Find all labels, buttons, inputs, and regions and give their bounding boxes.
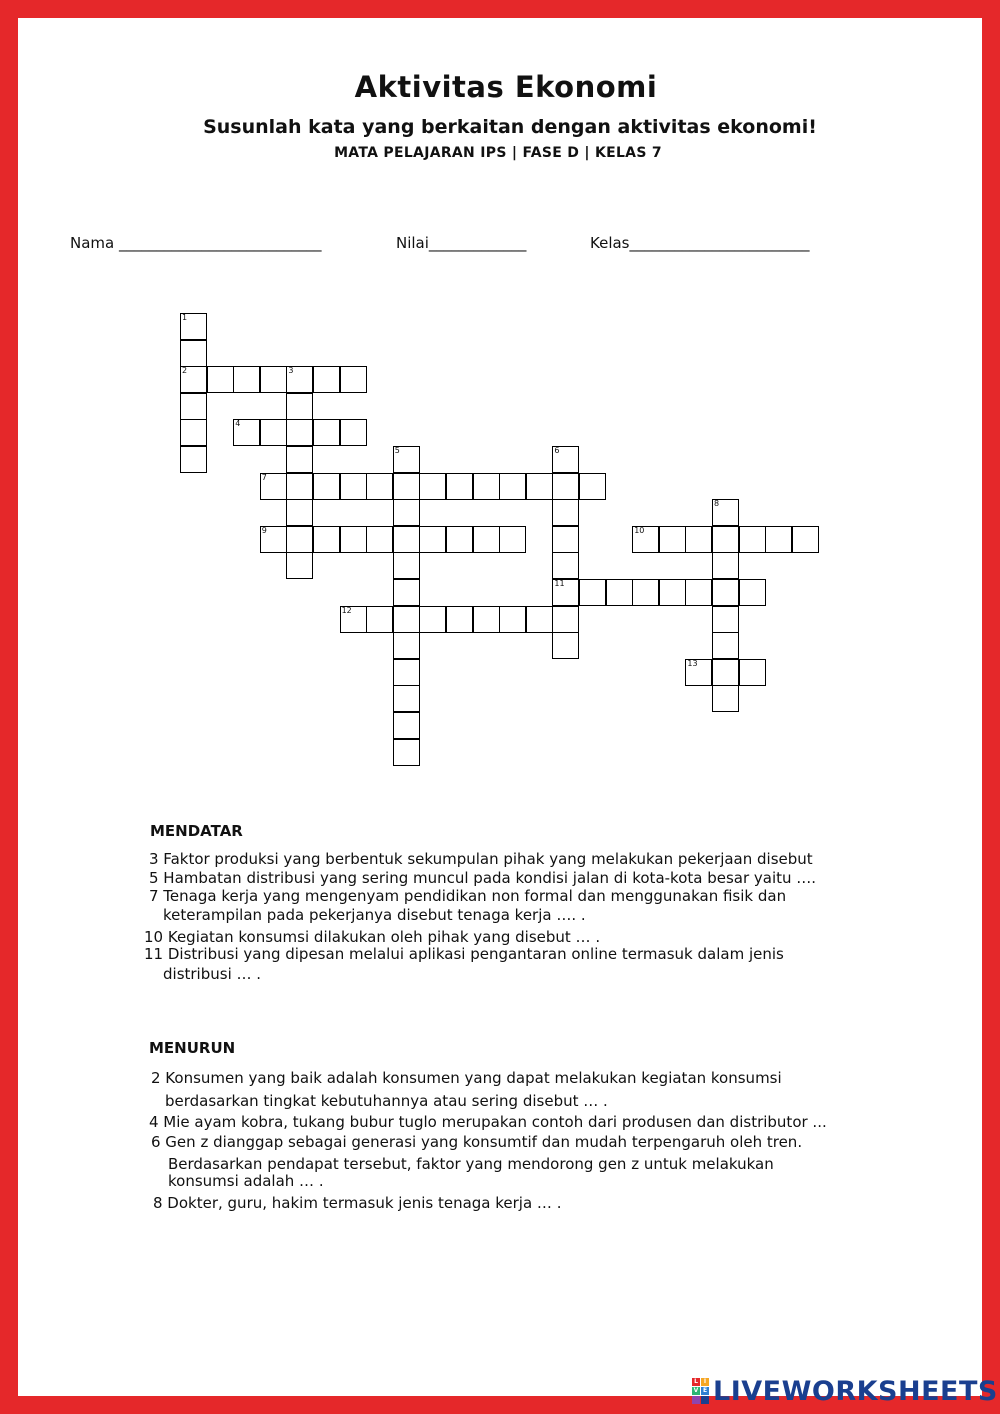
crossword-cell[interactable]	[180, 446, 207, 473]
menurun-heading: MENURUN	[149, 1039, 236, 1057]
page-title: Aktivitas Ekonomi	[354, 70, 658, 104]
crossword-cell[interactable]	[340, 473, 367, 500]
crossword-cell[interactable]	[499, 473, 526, 500]
clue-number: 4	[235, 419, 241, 429]
clue-number: 6	[554, 446, 560, 455]
class-field[interactable]: Kelas________________________	[590, 234, 810, 252]
crossword-cell[interactable]	[712, 685, 739, 712]
crossword-cell[interactable]	[712, 659, 739, 686]
crossword-cell[interactable]	[286, 393, 313, 420]
crossword-cell[interactable]	[446, 473, 473, 500]
logo-mark-e: E	[702, 1387, 708, 1394]
brand-name: LIVEWORKSHEETS	[713, 1375, 998, 1407]
crossword-cell[interactable]	[552, 499, 579, 526]
crossword-cell[interactable]	[260, 419, 287, 446]
clue-down: 2 Konsumen yang baik adalah konsumen yang dapat melakukan kegiatan konsumsi	[151, 1069, 782, 1087]
crossword-cell[interactable]	[579, 579, 606, 606]
crossword-cell[interactable]	[712, 526, 739, 553]
crossword-cell[interactable]	[340, 606, 367, 633]
logo-mark-i: I	[701, 1378, 709, 1386]
clue-number: 5	[394, 446, 400, 455]
clue-number: 11	[554, 579, 565, 588]
crossword-cell[interactable]	[260, 366, 287, 393]
clue-number: 2	[182, 366, 188, 376]
clue-across: 7 Tenaga kerja yang mengenyam pendidikan non formal dan menggunakan fisik dan	[149, 887, 787, 905]
crossword-cell[interactable]	[712, 499, 739, 526]
crossword-cell[interactable]	[712, 552, 739, 579]
crossword-cell[interactable]	[526, 473, 553, 500]
crossword-cell[interactable]	[180, 419, 207, 446]
clue-across: 10 Kegiatan konsumsi dilakukan oleh pihak yang disebut … .	[144, 928, 601, 946]
crossword-cell[interactable]	[393, 685, 420, 712]
crossword-cell[interactable]	[659, 526, 686, 553]
logo-mark-v: V	[693, 1387, 699, 1394]
subject-line: MATA PELAJARAN IPS | FASE D | KELAS 7	[334, 145, 662, 161]
crossword-cell[interactable]	[446, 526, 473, 553]
crossword-cell[interactable]	[180, 393, 207, 420]
crossword-cell[interactable]	[393, 473, 420, 500]
clue-number: 3	[288, 366, 294, 376]
crossword-cell[interactable]	[526, 606, 553, 633]
crossword-cell[interactable]	[313, 419, 340, 446]
clue-number: 7	[261, 472, 267, 482]
clue-down: 6 Gen z dianggap sebagai generasi yang konsumtif dan mudah terpengaruh oleh tren.	[151, 1133, 803, 1151]
crossword-cell[interactable]	[712, 606, 739, 633]
clue-number: 12	[341, 605, 352, 615]
crossword-cell[interactable]	[366, 473, 393, 500]
crossword-cell[interactable]	[473, 526, 500, 553]
score-field[interactable]: Nilai_____________	[396, 234, 527, 252]
crossword-cell[interactable]	[552, 526, 579, 553]
crossword-cell[interactable]	[233, 419, 260, 446]
logo-mark-dot	[692, 1396, 700, 1404]
crossword-cell[interactable]	[313, 526, 340, 553]
crossword-cell[interactable]	[579, 473, 606, 500]
crossword-cell[interactable]	[739, 659, 766, 686]
page-subtitle: Susunlah kata yang berkaitan dengan aktivitas ekonomi!	[203, 116, 817, 138]
crossword-cell[interactable]	[393, 446, 420, 473]
crossword-cell[interactable]	[792, 526, 819, 553]
logo-mark-icon	[692, 1378, 709, 1404]
crossword-cell[interactable]	[552, 606, 579, 633]
crossword-cell[interactable]	[286, 499, 313, 526]
crossword-cell[interactable]	[552, 446, 579, 473]
clue-across: keterampilan pada pekerjanya disebut tenaga kerja …. .	[163, 906, 586, 924]
crossword-cell[interactable]	[286, 552, 313, 579]
clue-number: 8	[714, 499, 720, 509]
crossword-cell[interactable]	[207, 366, 234, 393]
crossword-cell[interactable]	[393, 606, 420, 633]
crossword-cell[interactable]	[739, 579, 766, 606]
crossword-cell[interactable]	[260, 473, 287, 500]
crossword-cell[interactable]	[499, 606, 526, 633]
crossword-cell[interactable]	[552, 579, 579, 606]
logo-mark-l: L	[692, 1378, 700, 1386]
clue-down: 8 Dokter, guru, hakim termasuk jenis tenaga kerja … .	[153, 1194, 562, 1212]
crossword-cell[interactable]	[286, 446, 313, 473]
crossword-cell[interactable]	[419, 473, 446, 500]
clue-across: 11 Distribusi yang dipesan melalui aplikasi pengantaran online termasuk dalam jenis	[144, 945, 784, 963]
clue-number: 10	[634, 525, 645, 535]
crossword-cell[interactable]	[313, 473, 340, 500]
logo-mark-dot	[701, 1396, 709, 1404]
crossword-cell[interactable]	[366, 606, 393, 633]
crossword-cell[interactable]	[260, 526, 287, 553]
crossword-cell[interactable]	[340, 526, 367, 553]
clue-down: berdasarkan tingkat kebutuhannya atau sering disebut … .	[165, 1092, 608, 1110]
crossword-cell[interactable]	[552, 632, 579, 659]
crossword-cell[interactable]	[632, 526, 659, 553]
crossword-cell[interactable]	[499, 526, 526, 553]
crossword-cell[interactable]	[685, 659, 712, 686]
clue-across: distribusi … .	[163, 965, 262, 983]
crossword-cell[interactable]	[393, 659, 420, 686]
crossword-cell[interactable]	[659, 579, 686, 606]
crossword-cell[interactable]	[685, 526, 712, 553]
crossword-cell[interactable]	[180, 340, 207, 367]
crossword-cell[interactable]	[552, 552, 579, 579]
crossword-cell[interactable]	[366, 526, 393, 553]
crossword-cell[interactable]	[712, 579, 739, 606]
clue-down: konsumsi adalah … .	[168, 1172, 324, 1190]
clue-across: 3 Faktor produksi yang berbentuk sekumpulan pihak yang melakukan pekerjaan disebut	[149, 850, 813, 868]
crossword-cell[interactable]	[393, 526, 420, 553]
crossword-cell[interactable]	[685, 579, 712, 606]
crossword-cell[interactable]	[233, 366, 260, 393]
crossword-cell[interactable]	[393, 579, 420, 606]
crossword-cell[interactable]	[419, 606, 446, 633]
crossword-cell[interactable]	[286, 419, 313, 446]
name-field[interactable]: Nama ___________________________	[70, 234, 322, 252]
clue-down: Berdasarkan pendapat tersebut, faktor yang mendorong gen z untuk melakukan	[168, 1155, 774, 1173]
crossword-cell[interactable]	[473, 473, 500, 500]
crossword-cell[interactable]	[180, 366, 207, 393]
crossword-cell[interactable]	[606, 579, 633, 606]
crossword-cell[interactable]	[419, 526, 446, 553]
crossword-cell[interactable]	[765, 526, 792, 553]
clue-across: 5 Hambatan distribusi yang sering muncul pada kondisi jalan di kota-kota besar yaitu ….	[149, 869, 817, 887]
crossword-cell[interactable]	[313, 366, 340, 393]
crossword-cell[interactable]	[446, 606, 473, 633]
crossword-cell[interactable]	[286, 473, 313, 500]
liveworksheets-logo	[692, 1376, 998, 1406]
crossword-cell[interactable]	[712, 632, 739, 659]
crossword-cell[interactable]	[552, 473, 579, 500]
clue-down: 4 Mie ayam kobra, tukang bubur tuglo merupakan contoh dari produsen dan distributor ...	[149, 1113, 827, 1131]
crossword-cell[interactable]	[632, 579, 659, 606]
clue-number: 9	[261, 525, 267, 535]
clue-number: 13	[687, 658, 698, 668]
crossword-cell[interactable]	[286, 526, 313, 553]
crossword-cell[interactable]	[393, 552, 420, 579]
crossword-cell[interactable]	[393, 739, 420, 766]
crossword-cell[interactable]	[340, 366, 367, 393]
crossword-cell[interactable]	[473, 606, 500, 633]
crossword-cell[interactable]	[286, 366, 313, 393]
crossword-cell[interactable]	[393, 499, 420, 526]
crossword-cell[interactable]	[340, 419, 367, 446]
mendatar-heading: MENDATAR	[150, 822, 243, 840]
crossword-cell[interactable]	[739, 526, 766, 553]
crossword-cell[interactable]	[180, 313, 207, 340]
crossword-cell[interactable]	[393, 632, 420, 659]
crossword-cell[interactable]	[393, 712, 420, 739]
clue-number: 1	[182, 313, 188, 322]
